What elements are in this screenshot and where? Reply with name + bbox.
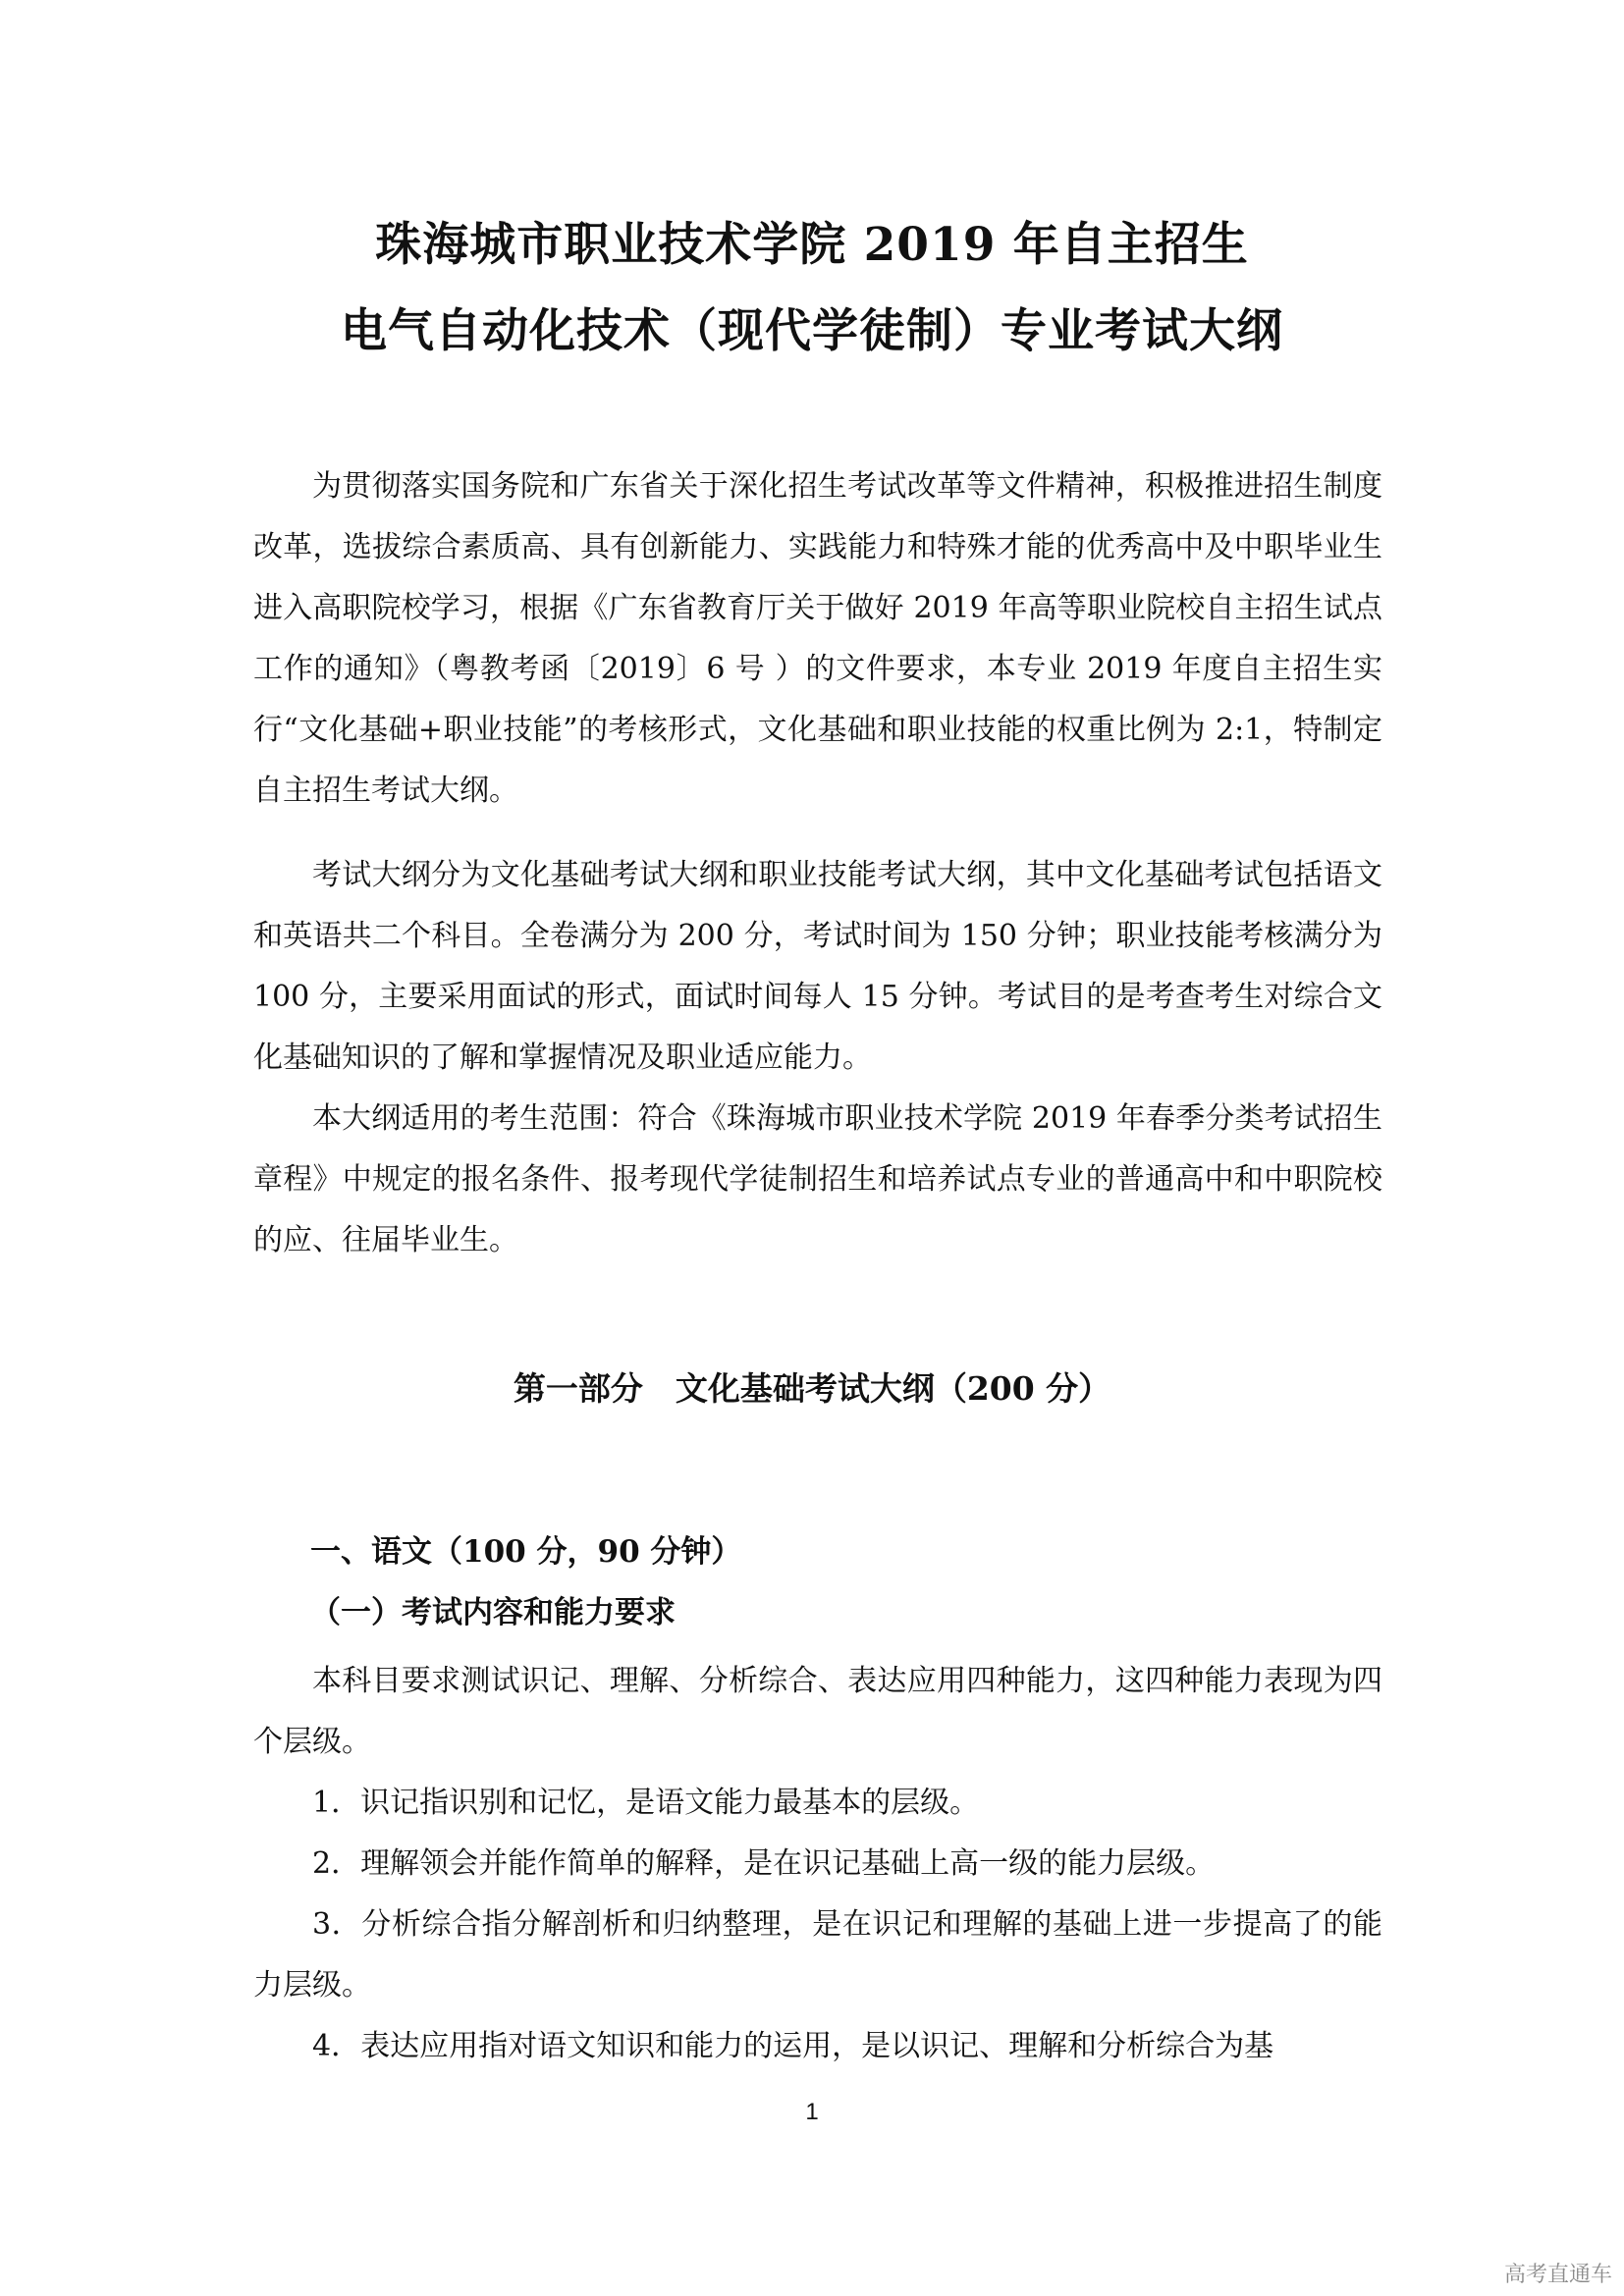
subject-heading: 一、语文（100 分，90 分钟） — [310, 1534, 742, 1570]
section-title: 第一部分 文化基础考试大纲（200 分） — [513, 1369, 1111, 1408]
body-paragraph-1: 本科目要求测试识记、理解、分析综合、表达应用四种能力，这四种能力表现为四个层级。 — [253, 1664, 1382, 1759]
body-item-1: 1．识记指识别和记忆，是语文能力最基本的层级。 — [312, 1786, 980, 1820]
intro-paragraph-1: 为贯彻落实国务院和广东省关于深化招生考试改革等文件精神，积极推进招生制度改革，选拔综合素质高、具有创新能力、实践能力和特殊才能的优秀高中及中职毕业生进入高职院校学习，根据《广东省教育厅关于做好 2019 年高等职业院校自主招生试点工作的通知》（粤教考函〔2019〕6 号 ）的文件要求，本专业 2019 年度自主招生实行“文化基础+职业技能”的考核形式，文化基础和职业技能的权重比例为 2:1，特制定自主招生考试大纲。 — [253, 469, 1382, 808]
body-item-4: 4．表达应用指对语文知识和能力的运用，是以识记、理解和分析综合为基 — [312, 2029, 1274, 2063]
document-title-line1: 珠海城市职业技术学院 2019 年自主招生 — [375, 218, 1249, 272]
body-item-2: 2．理解领会并能作简单的解释，是在识记基础上高一级的能力层级。 — [312, 1846, 1216, 1881]
watermark: 高考直通车 — [1503, 2263, 1612, 2287]
document-title-line2: 电气自动化技术（现代学徒制）专业考试大纲 — [341, 304, 1283, 358]
sub-heading: （一）考试内容和能力要求 — [310, 1595, 676, 1630]
page-number: 1 — [805, 2099, 819, 2125]
body-item-3: 3．分析综合指分解剖析和归纳整理，是在识记和理解的基础上进一步提高了的能力层级。 — [253, 1907, 1382, 2002]
intro-paragraph-2: 考试大纲分为文化基础考试大纲和职业技能考试大纲，其中文化基础考试包括语文和英语共二个科目。全卷满分为 200 分，考试时间为 150 分钟；职业技能考核满分为 100 分，主要采用面试的形式，面试时间每人 15 分钟。考试目的是考查考生对综合文化基础知识的了解和掌握情况及职业适应能力。 — [253, 858, 1382, 1075]
intro-paragraph-3: 本大纲适用的考生范围：符合《珠海城市职业技术学院 2019 年春季分类考试招生章程》中规定的报名条件、报考现代学徒制招生和培养试点专业的普通高中和中职院校的应、往届毕业生。 — [253, 1101, 1382, 1257]
